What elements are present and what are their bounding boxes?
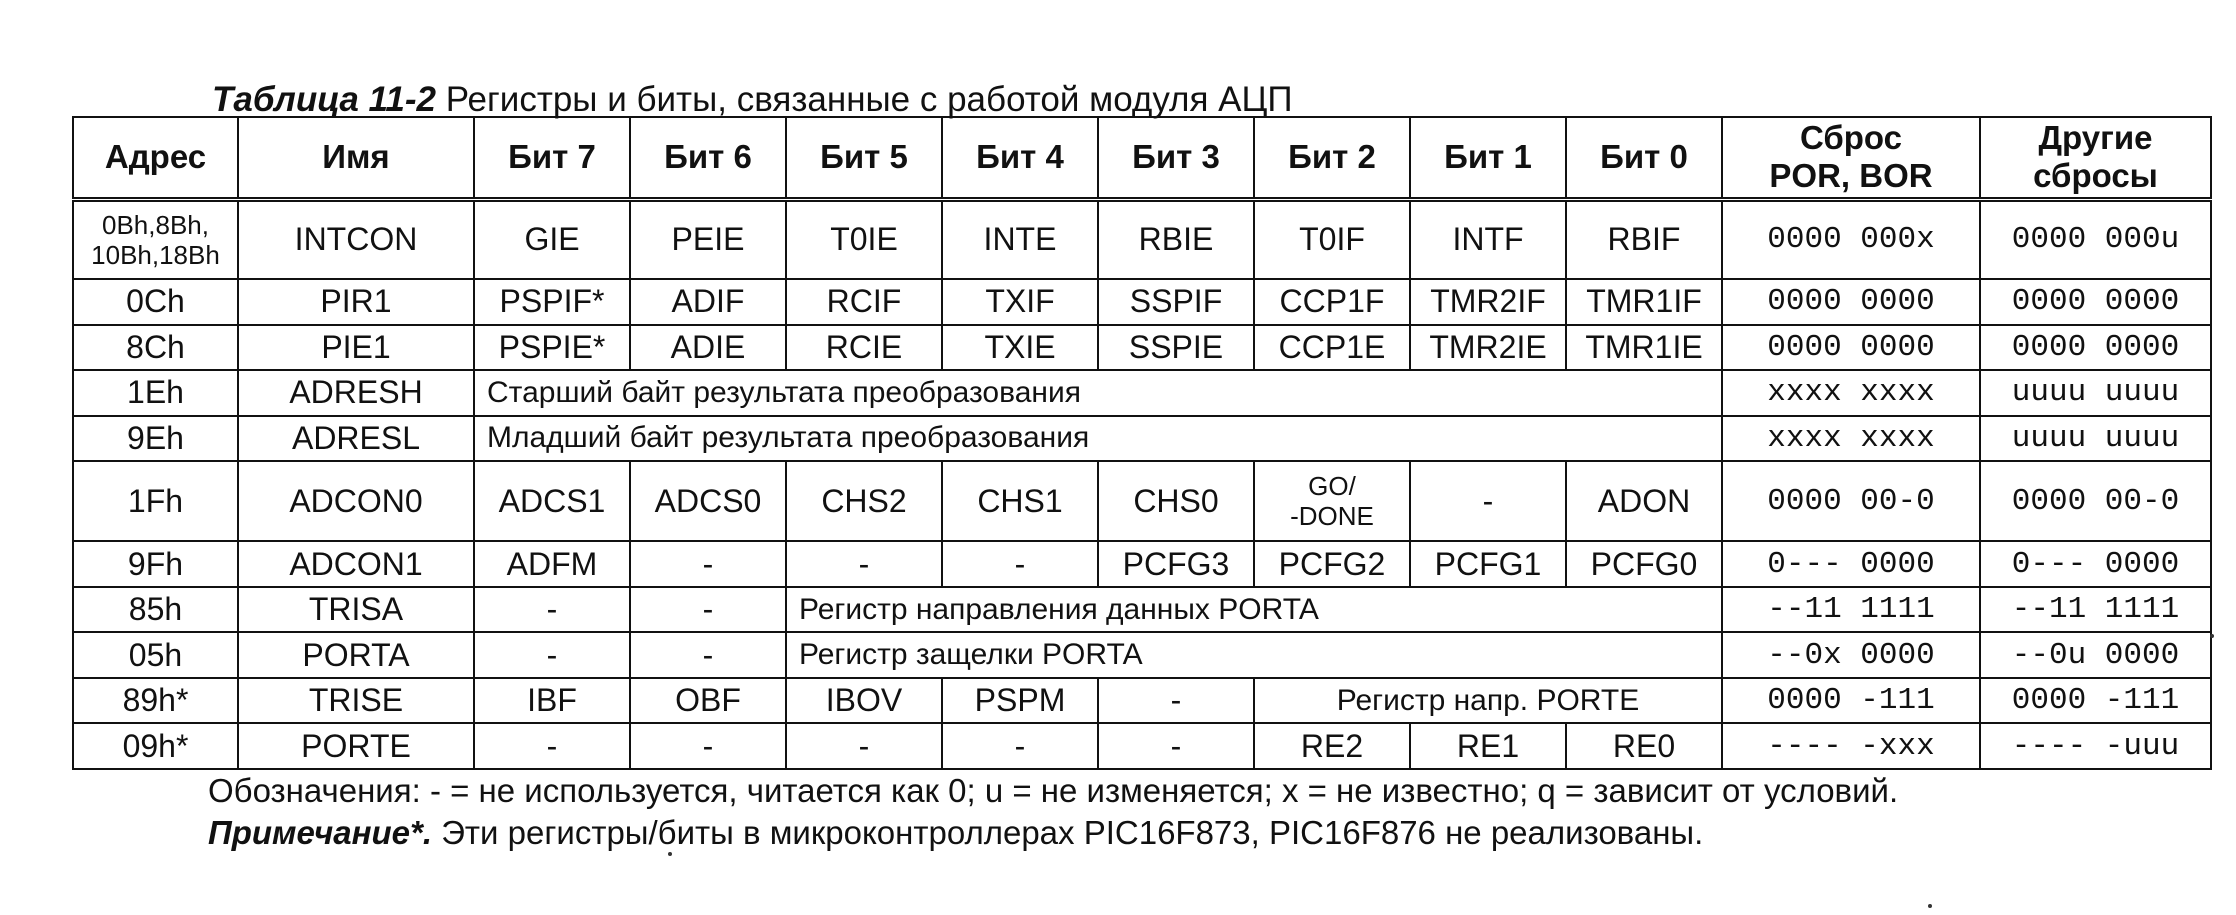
table-row bbox=[73, 199, 2211, 279]
table-row bbox=[73, 587, 2211, 633]
reset-por-value: 0000 -111 bbox=[1722, 678, 1980, 724]
address-cell: 8Ch bbox=[73, 325, 238, 371]
header-bit3: Бит 3 bbox=[1098, 117, 1254, 199]
register-name: PORTA bbox=[238, 632, 474, 678]
bit4-cell: TXIF bbox=[942, 279, 1098, 325]
reset-por-value: xxxx xxxx bbox=[1722, 370, 1980, 416]
bit0-cell: TMR1IE bbox=[1566, 325, 1722, 371]
other-reset-value: 0000 000u bbox=[1980, 199, 2211, 279]
reset-por-value: 0000 000x bbox=[1722, 199, 1980, 279]
header-other-resets bbox=[1980, 117, 2211, 199]
header-bit7: Бит 7 bbox=[474, 117, 630, 199]
address-cell bbox=[73, 199, 238, 279]
bit5-cell: - bbox=[786, 723, 942, 769]
bit3-cell: SSPIE bbox=[1098, 325, 1254, 371]
header-reset-por-bor bbox=[1722, 117, 1980, 199]
address-cell: 1Fh bbox=[73, 461, 238, 541]
table-row bbox=[73, 632, 2211, 678]
bit6-cell: - bbox=[630, 632, 786, 678]
register-description: Старший байт результата преобразования bbox=[474, 370, 1722, 416]
register-name: TRISA bbox=[238, 587, 474, 633]
bit7-cell: IBF bbox=[474, 678, 630, 724]
table-row bbox=[73, 723, 2211, 769]
bit0-cell: RE0 bbox=[1566, 723, 1722, 769]
other-reset-value: 0000 00-0 bbox=[1980, 461, 2211, 541]
other-reset-value: 0000 -111 bbox=[1980, 678, 2211, 724]
address-cell: 9Eh bbox=[73, 416, 238, 462]
register-name: PORTE bbox=[238, 723, 474, 769]
address-cell: 05h bbox=[73, 632, 238, 678]
bit1-cell: RE1 bbox=[1410, 723, 1566, 769]
bit6-cell: PEIE bbox=[630, 199, 786, 279]
bit6-cell: - bbox=[630, 587, 786, 633]
header-bit5: Бит 5 bbox=[786, 117, 942, 199]
bit5-cell: CHS2 bbox=[786, 461, 942, 541]
address-line2: 10Bh,18Bh bbox=[91, 239, 220, 270]
bit5-cell: IBOV bbox=[786, 678, 942, 724]
bit6-cell: OBF bbox=[630, 678, 786, 724]
bit1-cell: INTF bbox=[1410, 199, 1566, 279]
header-reset-line1: Сброс bbox=[1799, 119, 1902, 157]
bit3-cell: SSPIF bbox=[1098, 279, 1254, 325]
bit7-cell: PSPIE* bbox=[474, 325, 630, 371]
footnote-label: Примечание*. bbox=[208, 814, 433, 851]
address-cell: 89h* bbox=[73, 678, 238, 724]
header-other-line2: сбросы bbox=[2033, 157, 2158, 195]
bit1-cell: - bbox=[1410, 461, 1566, 541]
bit7-cell: ADCS1 bbox=[474, 461, 630, 541]
bit0-cell: RBIF bbox=[1566, 199, 1722, 279]
header-bit2: Бит 2 bbox=[1254, 117, 1410, 199]
footnote-text: Эти регистры/биты в микроконтроллерах PIC16F873, PIC16F876 не реализованы. bbox=[432, 814, 1704, 851]
table-number: Таблица 11-2 bbox=[212, 80, 436, 119]
other-reset-value: ---- -uuu bbox=[1980, 723, 2211, 769]
bit7-cell: - bbox=[474, 632, 630, 678]
bit3-cell: CHS0 bbox=[1098, 461, 1254, 541]
legend-text: Обозначения: - = не используется, читается как 0; u = не изменяется; x = не известно; q = зависит от условий. bbox=[208, 772, 1899, 809]
bit7-cell: GIE bbox=[474, 199, 630, 279]
address-line1: 0Bh,8Bh, bbox=[102, 209, 209, 240]
bit6-cell: ADIF bbox=[630, 279, 786, 325]
table-row bbox=[73, 416, 2211, 462]
bit1-cell: TMR2IE bbox=[1410, 325, 1566, 371]
table-row bbox=[73, 541, 2211, 587]
bit4-cell: TXIE bbox=[942, 325, 1098, 371]
scan-speck bbox=[668, 852, 672, 856]
register-name: PIE1 bbox=[238, 325, 474, 371]
bit6-cell: - bbox=[630, 541, 786, 587]
bit3-cell: - bbox=[1098, 723, 1254, 769]
register-description: Регистр защелки PORTA bbox=[786, 632, 1722, 678]
bit4-cell: - bbox=[942, 541, 1098, 587]
header-name: Имя bbox=[238, 117, 474, 199]
reset-por-value: --0x 0000 bbox=[1722, 632, 1980, 678]
scan-speck bbox=[1928, 904, 1932, 908]
bit6-cell: ADCS0 bbox=[630, 461, 786, 541]
register-description: Младший байт результата преобразования bbox=[474, 416, 1722, 462]
bit2-cell: CCP1E bbox=[1254, 325, 1410, 371]
bit2-cell: PCFG2 bbox=[1254, 541, 1410, 587]
table-row bbox=[73, 461, 2211, 541]
bit0-cell: PCFG0 bbox=[1566, 541, 1722, 587]
reset-por-value: xxxx xxxx bbox=[1722, 416, 1980, 462]
table-row bbox=[73, 370, 2211, 416]
address-cell: 0Ch bbox=[73, 279, 238, 325]
bit4-cell: - bbox=[942, 723, 1098, 769]
bit1-cell: PCFG1 bbox=[1410, 541, 1566, 587]
go-done-line2: -DONE bbox=[1290, 501, 1374, 532]
bit3-cell: - bbox=[1098, 678, 1254, 724]
other-reset-value: uuuu uuuu bbox=[1980, 416, 2211, 462]
header-row bbox=[73, 117, 2211, 199]
header-bit4: Бит 4 bbox=[942, 117, 1098, 199]
other-reset-value: --0u 0000 bbox=[1980, 632, 2211, 678]
address-cell: 1Eh bbox=[73, 370, 238, 416]
register-name: INTCON bbox=[238, 199, 474, 279]
bit5-cell: RCIF bbox=[786, 279, 942, 325]
reset-por-value: 0000 00-0 bbox=[1722, 461, 1980, 541]
other-reset-value: 0--- 0000 bbox=[1980, 541, 2211, 587]
bit2-cell: T0IF bbox=[1254, 199, 1410, 279]
scan-speck bbox=[2210, 634, 2214, 638]
bit5-cell: T0IE bbox=[786, 199, 942, 279]
table-row bbox=[73, 325, 2211, 371]
bit2-cell bbox=[1254, 461, 1410, 541]
register-table bbox=[72, 116, 2212, 770]
table-caption bbox=[212, 80, 1293, 120]
reset-por-value: 0000 0000 bbox=[1722, 279, 1980, 325]
bit4-cell: PSPM bbox=[942, 678, 1098, 724]
address-cell: 09h* bbox=[73, 723, 238, 769]
go-done-line1: GO/ bbox=[1308, 471, 1356, 502]
bit2-cell: RE2 bbox=[1254, 723, 1410, 769]
bit5-cell: RCIE bbox=[786, 325, 942, 371]
reset-por-value: 0000 0000 bbox=[1722, 325, 1980, 371]
header-bit1: Бит 1 bbox=[1410, 117, 1566, 199]
footnote bbox=[208, 814, 1703, 852]
header-other-line1: Другие bbox=[2038, 119, 2153, 157]
register-description: Регистр напр. PORTE bbox=[1254, 678, 1722, 724]
bit6-cell: ADIE bbox=[630, 325, 786, 371]
table-title: Регистры и биты, связанные с работой модуля АЦП bbox=[436, 80, 1293, 119]
register-name: ADRESL bbox=[238, 416, 474, 462]
other-reset-value: uuuu uuuu bbox=[1980, 370, 2211, 416]
bit4-cell: CHS1 bbox=[942, 461, 1098, 541]
header-bit0: Бит 0 bbox=[1566, 117, 1722, 199]
address-cell: 9Fh bbox=[73, 541, 238, 587]
table-row bbox=[73, 678, 2211, 724]
bit6-cell: - bbox=[630, 723, 786, 769]
header-bit6: Бит 6 bbox=[630, 117, 786, 199]
bit7-cell: PSPIF* bbox=[474, 279, 630, 325]
bit7-cell: - bbox=[474, 723, 630, 769]
bit0-cell: TMR1IF bbox=[1566, 279, 1722, 325]
bit0-cell: ADON bbox=[1566, 461, 1722, 541]
bit3-cell: RBIE bbox=[1098, 199, 1254, 279]
register-name: ADRESH bbox=[238, 370, 474, 416]
table-row bbox=[73, 279, 2211, 325]
header-reset-line2: POR, BOR bbox=[1769, 157, 1933, 195]
bit2-cell: CCP1F bbox=[1254, 279, 1410, 325]
register-name: ADCON1 bbox=[238, 541, 474, 587]
bit4-cell: INTE bbox=[942, 199, 1098, 279]
other-reset-value: --11 1111 bbox=[1980, 587, 2211, 633]
reset-por-value: 0--- 0000 bbox=[1722, 541, 1980, 587]
bit1-cell: TMR2IF bbox=[1410, 279, 1566, 325]
header-address: Адрес bbox=[73, 117, 238, 199]
bit7-cell: - bbox=[474, 587, 630, 633]
bit3-cell: PCFG3 bbox=[1098, 541, 1254, 587]
other-reset-value: 0000 0000 bbox=[1980, 325, 2211, 371]
register-description: Регистр направления данных PORTA bbox=[786, 587, 1722, 633]
bit7-cell: ADFM bbox=[474, 541, 630, 587]
bit5-cell: - bbox=[786, 541, 942, 587]
other-reset-value: 0000 0000 bbox=[1980, 279, 2211, 325]
address-cell: 85h bbox=[73, 587, 238, 633]
reset-por-value: --11 1111 bbox=[1722, 587, 1980, 633]
register-name: TRISE bbox=[238, 678, 474, 724]
register-name: PIR1 bbox=[238, 279, 474, 325]
register-name: ADCON0 bbox=[238, 461, 474, 541]
reset-por-value: ---- -xxx bbox=[1722, 723, 1980, 769]
